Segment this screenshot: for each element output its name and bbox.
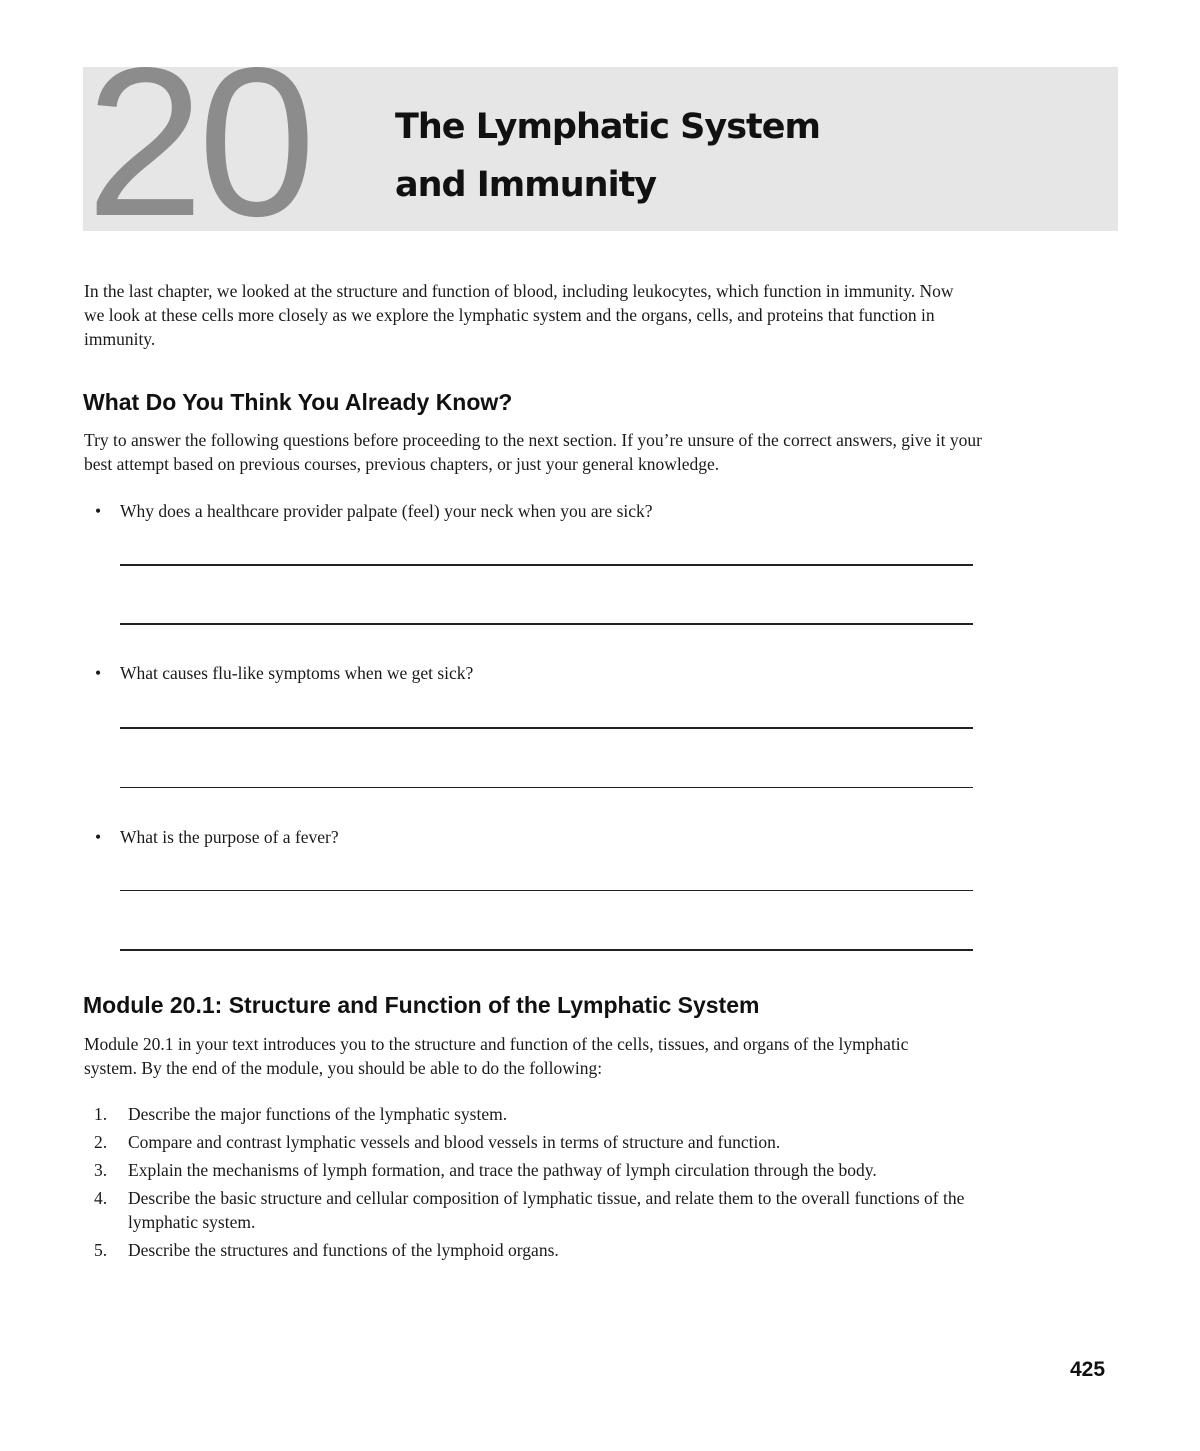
question-item xyxy=(95,499,653,523)
objective-text: Describe the major functions of the lymphatic system. xyxy=(128,1104,508,1124)
objective-item xyxy=(94,1186,994,1234)
module-heading: Module 20.1: Structure and Function of the Lymphatic System xyxy=(83,992,760,1018)
bullet-marker: • xyxy=(95,663,102,683)
objective-number: 4. xyxy=(94,1188,108,1208)
answer-line[interactable] xyxy=(120,623,973,625)
objective-text: Describe the structures and functions of the lymphoid organs. xyxy=(128,1240,559,1260)
chapter-title-line-2: and Immunity xyxy=(395,165,657,205)
chapter-title xyxy=(395,98,995,214)
objective-number: 3. xyxy=(94,1160,108,1180)
objective-number: 5. xyxy=(94,1240,108,1260)
question-item xyxy=(95,825,339,849)
objective-item xyxy=(94,1130,994,1154)
objective-text: Compare and contrast lymphatic vessels and blood vessels in terms of structure and function. xyxy=(128,1132,781,1152)
answer-line[interactable] xyxy=(120,890,973,891)
objective-item xyxy=(94,1102,994,1126)
chapter-number: 20 xyxy=(86,23,310,260)
objectives-list xyxy=(94,1102,994,1266)
answer-line[interactable] xyxy=(120,787,973,788)
question-text: Why does a healthcare provider palpate (feel) your neck when you are sick? xyxy=(120,501,653,521)
answer-line[interactable] xyxy=(120,564,973,566)
chapter-intro-paragraph: In the last chapter, we looked at the structure and function of blood, including leukocytes, which function in immunity. Now we look at these cells more closely as we explore the lymphatic system and the organs, cells, and proteins that function in immunity. xyxy=(84,281,954,349)
know-section-intro: Try to answer the following questions before proceeding to the next section. If you’re unsure of the correct answers, give it your best attempt based on previous courses, previous chapters, or just your general knowledge. xyxy=(84,430,982,474)
answer-line[interactable] xyxy=(120,949,973,951)
module-intro: Module 20.1 in your text introduces you to the structure and function of the cells, tissues, and organs of the lymphatic system. By the end of the module, you should be able to do the following: xyxy=(84,1034,909,1078)
question-text: What is the purpose of a fever? xyxy=(120,827,339,847)
question-text: What causes flu-like symptoms when we get sick? xyxy=(120,663,474,683)
objective-number: 2. xyxy=(94,1132,108,1152)
objective-number: 1. xyxy=(94,1104,108,1124)
know-section-heading: What Do You Think You Already Know? xyxy=(83,389,513,415)
question-item xyxy=(95,661,473,685)
objective-text: Describe the basic structure and cellular composition of lymphatic tissue, and relate them to the overall functions of the lymphatic system. xyxy=(128,1188,965,1232)
answer-line[interactable] xyxy=(120,727,973,729)
chapter-title-line-1: The Lymphatic System xyxy=(395,107,820,147)
page-number: 425 xyxy=(1070,1358,1106,1381)
objective-item xyxy=(94,1158,994,1182)
objective-item xyxy=(94,1238,994,1262)
objective-text: Explain the mechanisms of lymph formation, and trace the pathway of lymph circulation through the body. xyxy=(128,1160,877,1180)
bullet-marker: • xyxy=(95,827,102,847)
bullet-marker: • xyxy=(95,501,102,521)
